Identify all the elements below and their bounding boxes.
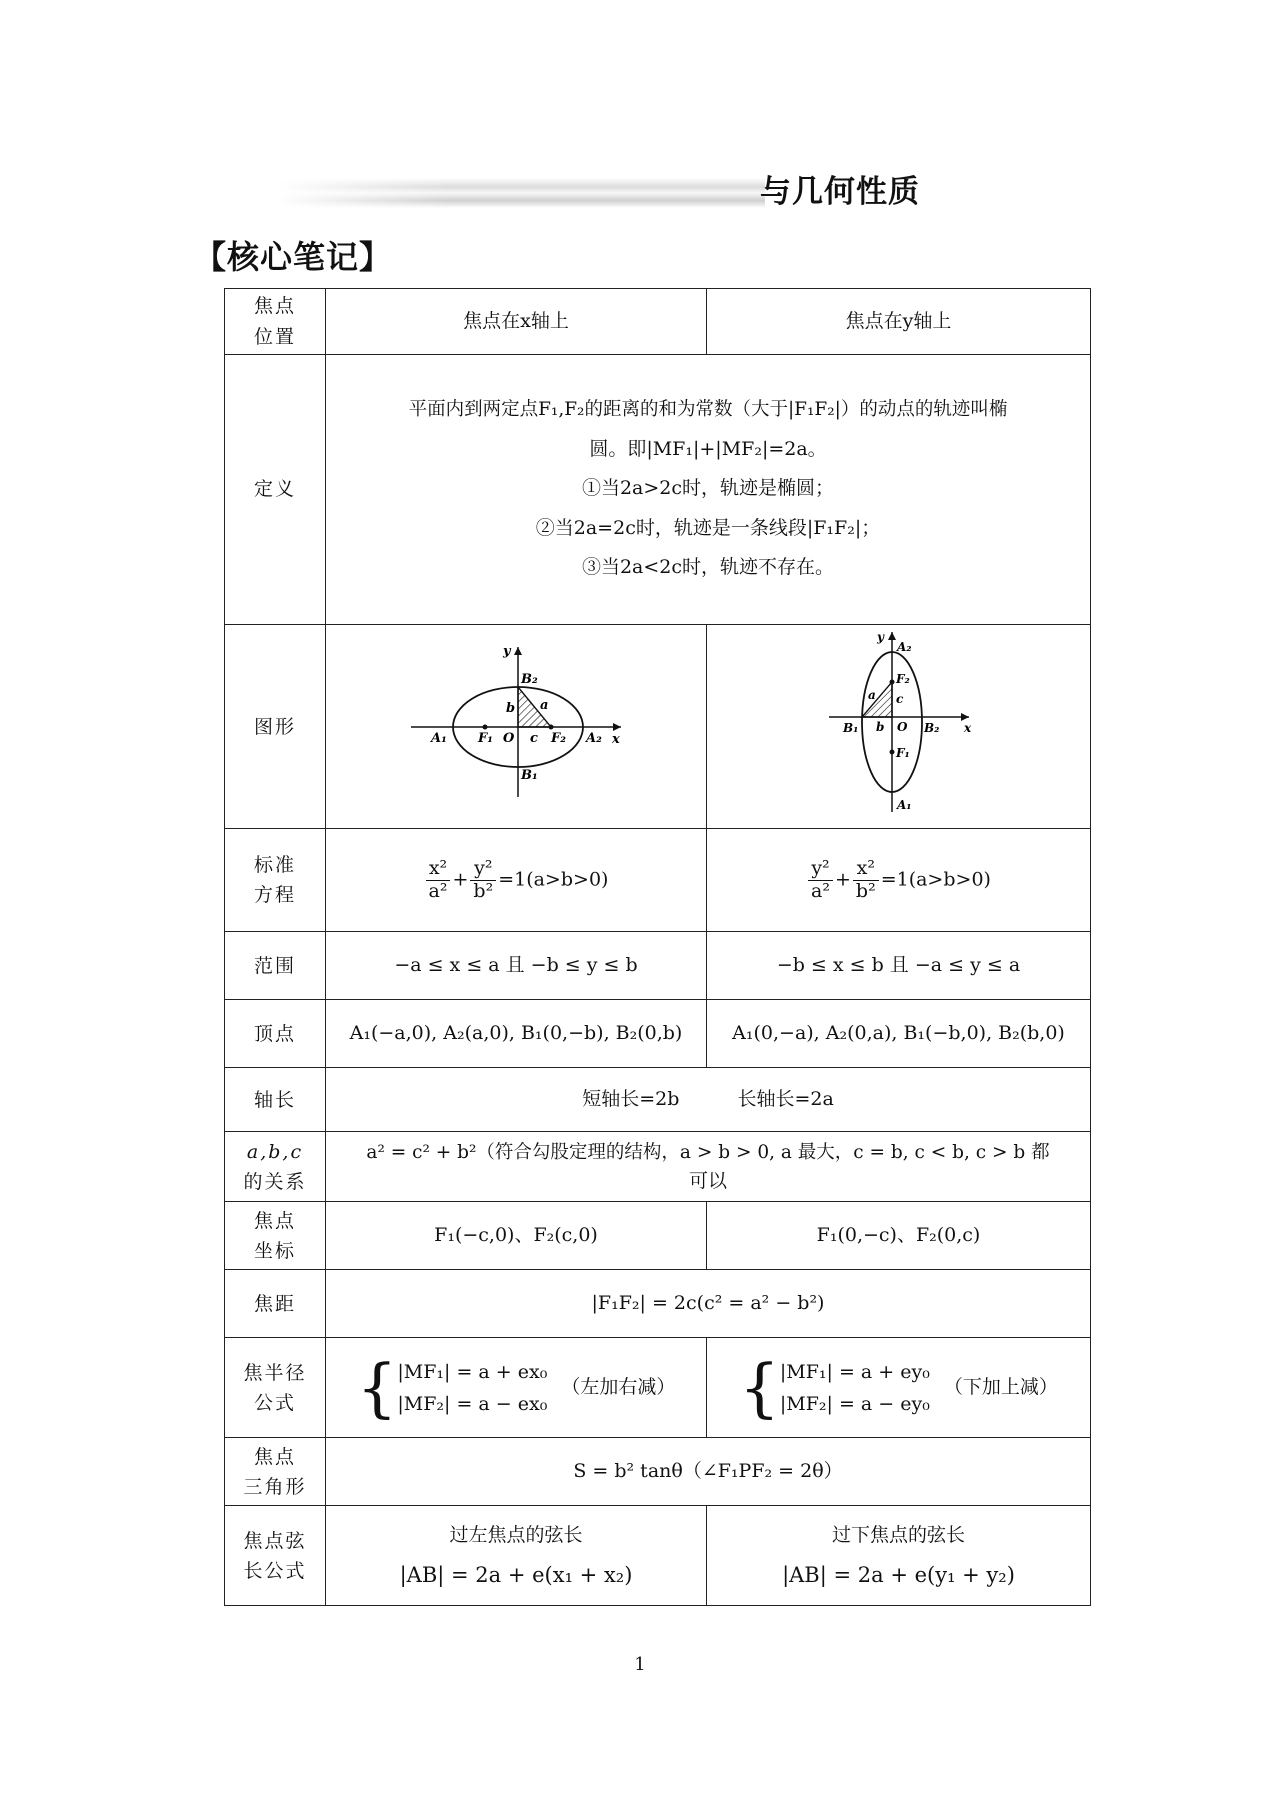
table-row: [225, 1270, 1091, 1338]
foci-x: F₁(−c,0)、F₂(c,0): [326, 1202, 707, 1270]
row-label: 焦点弦 长公式: [225, 1506, 326, 1606]
definition-cell: [326, 355, 1091, 625]
label-f1: F₁: [895, 746, 910, 760]
label-f1: F₁: [478, 731, 493, 746]
axis-length-cell: [326, 1068, 1091, 1132]
label-a: a: [867, 688, 876, 702]
standard-eq-y: $\frac{\text{y²}}{\text{a²}}$ + $\frac{\text{x²}}{\text{b²}}$ =1(a>b>0): [707, 829, 1091, 932]
label-b1: B₁: [521, 768, 538, 783]
label-a: a: [540, 698, 549, 713]
label-x: x: [612, 732, 620, 747]
row-label: 焦点 位置: [225, 289, 326, 355]
focal-radius-y: { |MF₁| = a + ey₀ |MF₂| = a − ey₀ （下加上减）: [707, 1338, 1091, 1438]
label-b: b: [506, 701, 516, 716]
table-row: [225, 932, 1091, 1000]
abc-relation-cell: a² = c² + b²（符合勾股定理的结构，a > b > 0, a 最大，c = b, c < b, c > b 都 可以: [326, 1132, 1091, 1202]
row-label: 焦距: [225, 1270, 326, 1338]
figure-x-cell: [326, 625, 707, 829]
table-row: [225, 1506, 1091, 1606]
long-axis: 长轴长=2a: [737, 1088, 834, 1111]
table-row: [225, 355, 1091, 625]
table-row: [225, 625, 1091, 829]
focal-triangle-cell: S = b² tanθ（∠F₁PF₂ = 2θ）: [326, 1438, 1091, 1506]
label-b2: B₂: [923, 721, 939, 735]
figure-y-cell: [707, 625, 1091, 829]
focal-radius-x: { |MF₁| = a + ex₀ |MF₂| = a − ex₀ （左加右减）: [326, 1338, 707, 1438]
row-label: 范围: [225, 932, 326, 1000]
label-a1: A₁: [896, 798, 912, 812]
table-row: [225, 1132, 1091, 1202]
label-y: y: [876, 630, 884, 644]
definition-case: ①当2a>2c时，轨迹是椭圆；: [581, 477, 835, 500]
ellipse-x-figure: [406, 637, 626, 807]
range-y: −b ≤ x ≤ b 且 −a ≤ y ≤ a: [707, 932, 1091, 1000]
row-label: 焦半径 公式: [225, 1338, 326, 1438]
table-row: [225, 1438, 1091, 1506]
row-label: a,b,c 的关系: [225, 1132, 326, 1202]
short-axis: 短轴长=2b: [582, 1088, 680, 1111]
label-b1: B₁: [842, 721, 858, 735]
row-label: 轴长: [225, 1068, 326, 1132]
label-f2: F₂: [551, 731, 566, 746]
foci-y: F₁(0,−c)、F₂(0,c): [707, 1202, 1091, 1270]
page-title: 与几何性质: [760, 174, 920, 210]
row-label: 顶点: [225, 1000, 326, 1068]
row-label: 图形: [225, 625, 326, 829]
definition-case: ②当2a=2c时，轨迹是一条线段|F₁F₂|；: [535, 516, 881, 539]
row-label: 标准 方程: [225, 829, 326, 932]
row-label: 焦点 坐标: [225, 1202, 326, 1270]
focal-distance-cell: |F₁F₂| = 2c(c² = a² − b²): [326, 1270, 1091, 1338]
row-label: 焦点 三角形: [225, 1438, 326, 1506]
table-row: [225, 829, 1091, 932]
ellipse-properties-table: [224, 288, 1091, 1606]
label-b: b: [875, 720, 884, 734]
label-a2: A₂: [896, 640, 912, 654]
vertices-x: A₁(−a,0), A₂(a,0), B₁(0,−b), B₂(0,b): [326, 1000, 707, 1068]
row-label: 定义: [225, 355, 326, 625]
table-row: [225, 289, 1091, 355]
label-b2: B₂: [521, 672, 538, 687]
label-a2: A₂: [586, 731, 602, 746]
definition-case: ③当2a<2c时，轨迹不存在。: [581, 556, 835, 579]
label-y: y: [503, 644, 511, 659]
definition-line: 圆。即|MF₁|+|MF₂|=2a。: [589, 437, 827, 460]
page-number: 1: [634, 1654, 646, 1675]
definition-line: 平面内到两定点F₁,F₂的距离的和为常数（大于|F₁F₂|）的动点的轨迹叫椭: [408, 399, 1008, 421]
ellipse-y-figure: [819, 627, 979, 817]
table-row: [225, 1068, 1091, 1132]
section-heading: 【核心笔记】: [194, 238, 393, 276]
label-o: O: [503, 731, 515, 746]
col-header-x: 焦点在x轴上: [326, 289, 707, 355]
col-header-y: 焦点在y轴上: [707, 289, 1091, 355]
focal-chord-x: 过左焦点的弦长 |AB| = 2a + e(x₁ + x₂): [326, 1506, 707, 1606]
label-c: c: [895, 692, 903, 706]
label-f2: F₂: [895, 672, 910, 686]
table-row: [225, 1338, 1091, 1438]
vertices-y: A₁(0,−a), A₂(0,a), B₁(−b,0), B₂(b,0): [707, 1000, 1091, 1068]
label-a1: A₁: [431, 731, 447, 746]
table-row: [225, 1202, 1091, 1270]
focal-chord-y: 过下焦点的弦长 |AB| = 2a + e(y₁ + y₂): [707, 1506, 1091, 1606]
label-c: c: [530, 731, 538, 746]
label-x: x: [963, 721, 971, 735]
label-o: O: [896, 720, 907, 734]
range-x: −a ≤ x ≤ a 且 −b ≤ y ≤ b: [326, 932, 707, 1000]
standard-eq-x: $\frac{\text{x²}}{\text{a²}}$ + $\frac{\text{y²}}{\text{b²}}$ =1(a>b>0): [326, 829, 707, 932]
title-banner: [275, 178, 765, 208]
table-row: [225, 1000, 1091, 1068]
